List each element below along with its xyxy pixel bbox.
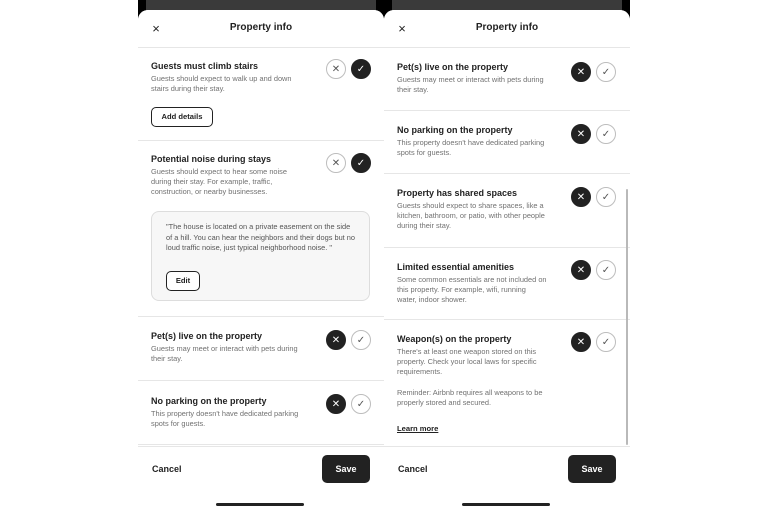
list-item-noise (138, 141, 384, 317)
yes-toggle-icon[interactable]: ✓ (351, 394, 371, 414)
cancel-button[interactable]: Cancel (398, 464, 428, 474)
footer (138, 446, 384, 512)
home-indicator (462, 503, 550, 506)
item-description: This property doesn't have dedicated parking spots for guests. (397, 138, 545, 157)
property-info-sheet (384, 10, 630, 512)
no-toggle-icon[interactable]: ✕ (571, 62, 591, 82)
list-item-parking (384, 111, 630, 174)
no-toggle-icon[interactable]: ✕ (571, 260, 591, 280)
no-toggle-icon[interactable]: ✕ (326, 59, 346, 79)
no-toggle-icon[interactable]: ✕ (326, 153, 346, 173)
item-description: Guests should expect to hear some noise during their stay. For example, traffic, construction, or nearby businesses. (151, 167, 287, 196)
item-title: No parking on the property (397, 125, 513, 135)
list-item-shared-spaces (384, 174, 630, 248)
sheet-header (138, 10, 384, 48)
yes-toggle-icon[interactable]: ✓ (596, 260, 616, 280)
item-description: Guests should expect to share spaces, like a kitchen, bathroom, or patio, with other people during their stay. (397, 201, 545, 230)
scrollbar[interactable] (626, 189, 628, 445)
item-description: Some common essentials are not included on this property. For example, wifi, running water, indoor shower. (397, 275, 547, 304)
yes-toggle-icon[interactable]: ✓ (596, 332, 616, 352)
right-screen (384, 0, 630, 512)
no-toggle-icon[interactable]: ✕ (571, 187, 591, 207)
save-button[interactable]: Save (568, 455, 616, 483)
item-title: Property has shared spaces (397, 188, 518, 198)
list-item-stairs (138, 49, 384, 141)
item-title: Limited essential amenities (397, 262, 515, 272)
add-details-button[interactable]: Add details (151, 107, 213, 127)
item-title: Potential noise during stays (151, 154, 272, 164)
yes-toggle-icon[interactable]: ✓ (351, 330, 371, 350)
details-note-box (151, 211, 370, 301)
yes-toggle-icon[interactable]: ✓ (351, 153, 371, 173)
home-indicator (216, 503, 304, 506)
item-description: Guests may meet or interact with pets during their stay. (397, 75, 544, 94)
item-description: Guests may meet or interact with pets during their stay. (151, 344, 298, 363)
details-note-text: "The house is located on a private easement on the side of a hill. You can hear the neighbors and their dogs but no loud traffic noise, just typical neighborhood noise. " (166, 222, 356, 252)
list-item-limited-amenities (384, 248, 630, 320)
item-description: There's at least one weapon stored on this property. Check your local laws for specific requirements. (397, 347, 537, 376)
no-toggle-icon[interactable]: ✕ (326, 394, 346, 414)
page-title: Property info (229, 22, 293, 33)
save-button[interactable]: Save (322, 455, 370, 483)
yes-toggle-icon[interactable]: ✓ (596, 187, 616, 207)
close-icon[interactable]: × (398, 21, 406, 36)
property-info-sheet (138, 10, 384, 512)
left-screen (138, 0, 384, 512)
no-toggle-icon[interactable]: ✕ (571, 124, 591, 144)
item-title: Pet(s) live on the property (397, 62, 509, 72)
yes-toggle-icon[interactable]: ✓ (596, 124, 616, 144)
item-title: Weapon(s) on the property (397, 334, 512, 344)
learn-more-link[interactable]: Learn more (397, 424, 439, 433)
page-title: Property info (475, 22, 539, 33)
item-title: Guests must climb stairs (151, 61, 259, 71)
cancel-button[interactable]: Cancel (152, 464, 182, 474)
no-toggle-icon[interactable]: ✕ (571, 332, 591, 352)
list-item-pets (384, 49, 630, 111)
sheet-header (384, 10, 630, 48)
item-description: Guests should expect to walk up and down stairs during their stay. (151, 74, 292, 93)
content (384, 49, 630, 446)
list-item-pets (138, 317, 384, 381)
item-description: This property doesn't have dedicated parking spots for guests. (151, 409, 299, 428)
content (138, 49, 384, 446)
list-item-parking (138, 381, 384, 445)
edit-button[interactable]: Edit (166, 271, 200, 291)
no-toggle-icon[interactable]: ✕ (326, 330, 346, 350)
footer (384, 446, 630, 512)
weapons-reminder: Reminder: Airbnb requires all weapons to be properly stored and secured. (397, 388, 543, 407)
yes-toggle-icon[interactable]: ✓ (351, 59, 371, 79)
item-title: No parking on the property (151, 396, 267, 406)
close-icon[interactable]: × (152, 21, 160, 36)
item-title: Pet(s) live on the property (151, 331, 263, 341)
yes-toggle-icon[interactable]: ✓ (596, 62, 616, 82)
list-item-weapons (384, 320, 630, 446)
